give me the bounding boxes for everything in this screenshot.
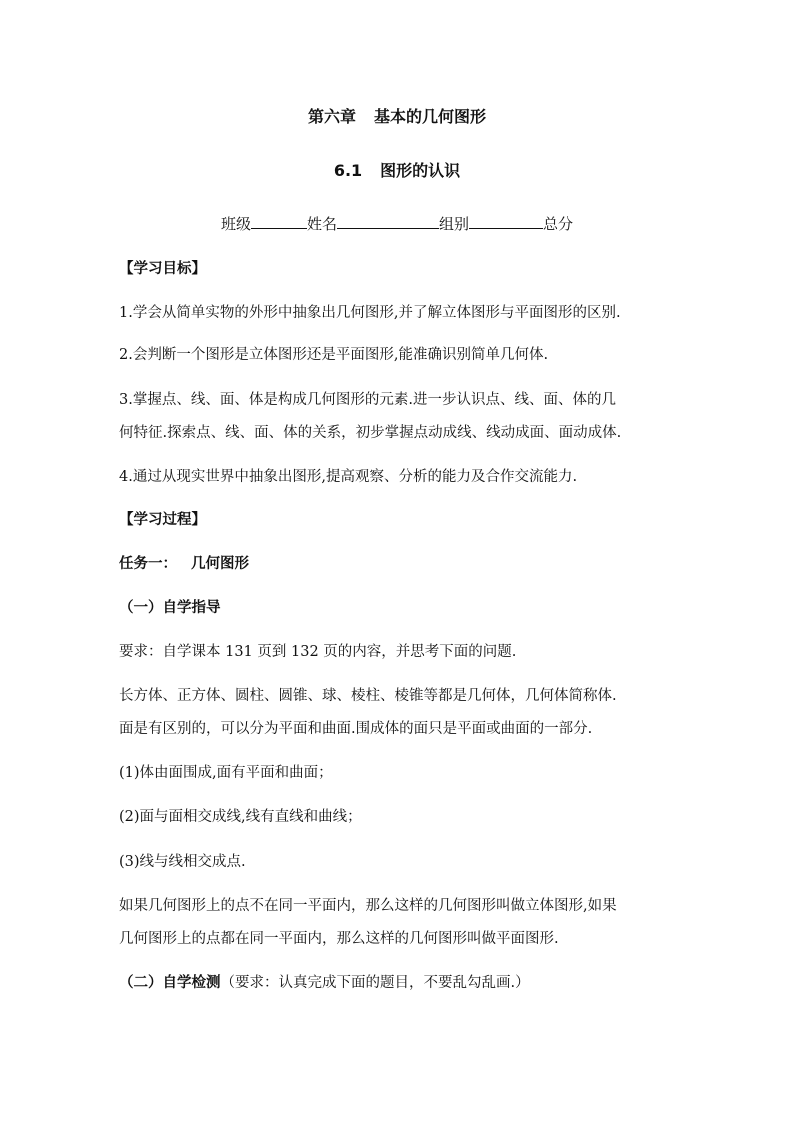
- point-item: (2)面与面相交成线,线有直线和曲线；: [119, 809, 362, 825]
- process-heading: 【学习过程】: [119, 512, 206, 528]
- section-number: 6.1: [333, 161, 363, 180]
- student-info-line: [0, 212, 794, 234]
- task1-label: 任务一：: [119, 556, 177, 572]
- goal-item: 何特征.探索点、线、面、体的关系，初步掌握点动成线、线动成面、面动成体.: [119, 425, 622, 441]
- self-study-heading: （一）自学指导: [119, 600, 221, 616]
- paragraph-line: 长方体、正方体、圆柱、圆锥、球、棱柱、棱锥等都是几何体，几何体简称体.: [119, 688, 617, 704]
- section-name: 图形的认识: [380, 161, 461, 180]
- name-blank: [337, 212, 439, 229]
- chapter-number: 第六章: [307, 107, 356, 126]
- score-label: 总分: [543, 215, 574, 233]
- name-label: 姓名: [306, 215, 337, 233]
- task1-heading: [119, 554, 249, 574]
- group-blank: [469, 212, 543, 229]
- requirement-text: 要求：自学课本 131 页到 132 页的内容，并思考下面的问题.: [119, 644, 517, 660]
- chapter-name: 基本的几何图形: [374, 107, 487, 126]
- goal-item: 3.掌握点、线、面、体是构成几何图形的元素.进一步认识点、线、面、体的几: [119, 392, 616, 408]
- goal-item: 2.会判断一个图形是立体图形还是平面图形,能准确识别简单几何体.: [119, 347, 549, 363]
- chapter-title: [0, 106, 794, 128]
- goal-item: 1.学会从简单实物的外形中抽象出几何图形,并了解立体图形与平面图形的区别.: [119, 305, 621, 321]
- task1-name: 几何图形: [191, 556, 249, 572]
- paragraph-line: 面是有区别的，可以分为平面和曲面.围成体的面只是平面或曲面的一部分.: [119, 721, 593, 737]
- point-item: (3)线与线相交成点.: [119, 854, 246, 870]
- self-check-note: （要求：认真完成下面的题目，不要乱勾乱画.）: [220, 975, 530, 991]
- goals-heading: 【学习目标】: [119, 261, 206, 277]
- paragraph-line: 如果几何图形上的点不在同一平面内，那么这样的几何图形叫做立体图形,如果: [119, 898, 617, 914]
- self-check-title: （二）自学检测: [119, 975, 221, 991]
- goal-item: 4.通过从现实世界中抽象出图形,提高观察、分析的能力及合作交流能力.: [119, 469, 578, 485]
- class-blank: [251, 212, 307, 229]
- self-check-heading: [119, 973, 530, 993]
- paragraph-line: 几何图形上的点都在同一平面内，那么这样的几何图形叫做平面图形.: [119, 931, 559, 947]
- class-label: 班级: [220, 215, 251, 233]
- point-item: (1)体由面围成,面有平面和曲面；: [119, 765, 333, 781]
- section-title: [0, 160, 794, 182]
- group-label: 组别: [439, 215, 470, 233]
